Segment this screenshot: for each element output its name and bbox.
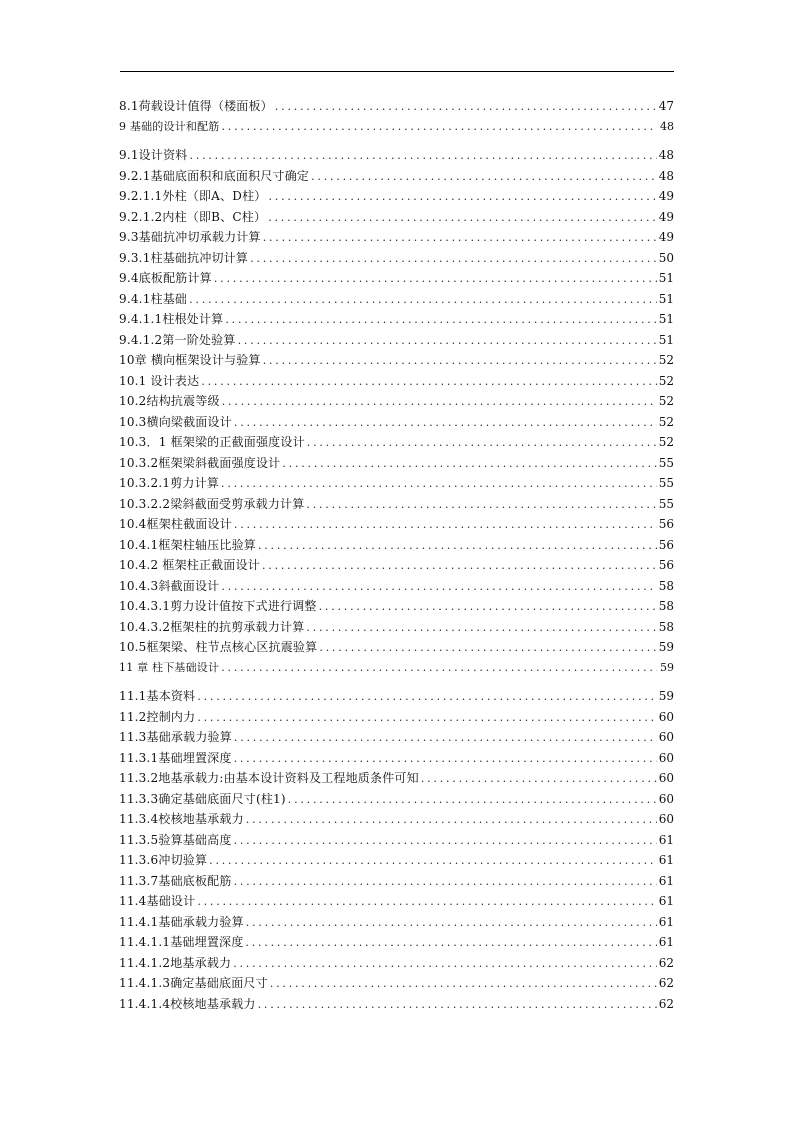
toc-entry-title: 9.1设计资料 <box>119 148 188 162</box>
toc-entry-page-number: 61 <box>658 832 674 847</box>
header-rule <box>120 71 674 72</box>
toc-entry-page-number: 62 <box>658 996 674 1011</box>
toc-entry-page-number: 51 <box>658 271 674 285</box>
toc-entry[interactable] <box>119 494 674 515</box>
toc-entry[interactable] <box>119 596 674 617</box>
toc-dot-leader <box>189 290 657 310</box>
toc-entry[interactable] <box>119 268 674 289</box>
toc-entry-title: 9.2.1.2内柱（即B、C柱） <box>119 209 267 224</box>
toc-entry[interactable] <box>119 166 674 187</box>
toc-entry[interactable] <box>119 768 674 789</box>
toc-entry-title: 9 基础的设计和配筋 <box>119 119 220 133</box>
toc-entry-title: 10.4.3.2框架柱的抗剪承载力计算 <box>119 619 305 634</box>
toc-entry-page-number: 58 <box>658 619 674 634</box>
toc-entry-page-number: 60 <box>658 750 674 765</box>
toc-entry-page-number: 52 <box>658 435 674 449</box>
toc-dot-leader <box>233 954 657 974</box>
toc-entry-page-number: 51 <box>658 332 674 347</box>
toc-dot-leader <box>221 577 656 597</box>
toc-entry-page-number: 52 <box>658 414 674 429</box>
toc-dot-leader <box>234 728 657 748</box>
toc-entry-page-number: 48 <box>658 168 674 183</box>
toc-entry[interactable] <box>119 748 674 769</box>
toc-entry[interactable] <box>119 248 674 269</box>
toc-entry-page-number: 60 <box>658 771 674 785</box>
toc-entry-title: 11.3.7基础底板配筋 <box>119 873 232 888</box>
toc-dot-leader <box>288 790 657 810</box>
toc-dot-leader <box>245 933 656 953</box>
toc-entry[interactable] <box>119 809 674 830</box>
toc-entry-page-number: 49 <box>658 189 674 203</box>
toc-entry[interactable] <box>119 932 674 953</box>
toc-entry[interactable] <box>119 637 674 658</box>
toc-dot-leader <box>319 597 657 617</box>
toc-dot-leader <box>222 117 658 138</box>
toc-entry-page-number: 55 <box>658 496 674 511</box>
toc-entry-title: 11.4.1.1基础埋置深度 <box>119 935 244 949</box>
toc-entry-title: 9.4.1.1柱根处计算 <box>119 312 224 326</box>
toc-entry[interactable] <box>119 617 674 638</box>
toc-entry-page-number: 56 <box>658 537 674 552</box>
toc-entry[interactable] <box>119 994 674 1015</box>
toc-entry-title: 11.3.4校核地基承载力 <box>119 812 244 826</box>
toc-entry-page-number: 61 <box>658 873 674 888</box>
toc-entry-title: 9.4底板配筋计算 <box>119 271 212 285</box>
toc-entry-title: 10.4.3斜截面设计 <box>119 578 220 593</box>
toc-dot-leader <box>258 995 657 1015</box>
toc-dot-leader <box>319 638 656 658</box>
toc-entry-page-number: 60 <box>658 791 674 806</box>
toc-entry-title: 11.4.1.3确定基础底面尺寸 <box>119 976 268 990</box>
toc-entry-page-number: 47 <box>658 99 674 113</box>
toc-dot-leader <box>234 831 657 851</box>
toc-entry[interactable] <box>119 309 674 330</box>
toc-entry-page-number: 59 <box>658 640 674 654</box>
toc-entry[interactable] <box>119 350 674 371</box>
toc-entry[interactable] <box>119 453 674 474</box>
toc-entry-title: 10.3.2.2梁斜截面受剪承载力计算 <box>119 496 305 511</box>
toc-dot-leader <box>197 892 656 912</box>
toc-entry-title: 11.1基本资料 <box>119 689 196 703</box>
toc-dot-leader <box>306 618 656 638</box>
toc-entry-page-number: 55 <box>658 476 674 490</box>
toc-dot-leader <box>201 372 656 392</box>
toc-entry-title: 11.4基础设计 <box>119 894 196 908</box>
toc-entry[interactable] <box>119 891 674 912</box>
toc-entry-page-number: 59 <box>658 689 674 703</box>
toc-entry-page-number: 56 <box>658 558 674 572</box>
toc-entry-page-number: 62 <box>658 955 674 970</box>
toc-dot-leader <box>282 454 656 474</box>
toc-entry-title: 10.4.2 框架柱正截面设计 <box>119 558 260 572</box>
toc-entry-title: 11.3基础承载力验算 <box>119 730 232 744</box>
toc-entry-title: 11.4.1.4校核地基承载力 <box>119 996 256 1011</box>
toc-entry-page-number: 60 <box>658 709 674 724</box>
toc-entry-page-number: 50 <box>658 250 674 265</box>
toc-entry-page-number: 52 <box>658 394 674 408</box>
toc-entry[interactable] <box>119 686 674 707</box>
toc-dot-leader <box>268 208 657 228</box>
toc-entry-title: 10.5框架梁、柱节点核心区抗震验算 <box>119 640 318 654</box>
toc-entry-page-number: 61 <box>658 935 674 949</box>
toc-entry-title: 9.4.1柱基础 <box>119 291 188 306</box>
toc-entry-title: 11.3.6冲切验算 <box>119 853 208 867</box>
toc-entry[interactable] <box>119 555 674 576</box>
toc-entry-page-number: 49 <box>658 209 674 224</box>
toc-entry-title: 11 章 柱下基础设计 <box>119 660 220 674</box>
toc-entry[interactable] <box>119 727 674 748</box>
toc-entry-page-number: 62 <box>658 976 674 990</box>
toc-entry-page-number: 61 <box>658 853 674 867</box>
toc-dot-leader <box>270 974 657 994</box>
toc-entry[interactable] <box>119 145 674 166</box>
toc-entry-page-number: 60 <box>658 812 674 826</box>
toc-entry[interactable] <box>119 117 674 138</box>
table-of-contents <box>119 96 674 1014</box>
toc-dot-leader <box>225 310 656 330</box>
toc-entry-title: 10.4.1框架柱轴压比验算 <box>119 537 256 552</box>
toc-entry[interactable] <box>119 850 674 871</box>
toc-entry-title: 9.4.1.2第一阶处验算 <box>119 332 236 347</box>
toc-entry-title: 10.3.2.1剪力计算 <box>119 476 220 490</box>
toc-entry-title: 11.4.1基础承载力验算 <box>119 914 244 929</box>
toc-entry[interactable] <box>119 96 674 117</box>
toc-entry[interactable] <box>119 535 674 556</box>
toc-entry[interactable] <box>119 207 674 228</box>
toc-entry-title: 9.2.1基础底面积和底面积尺寸确定 <box>119 168 310 183</box>
toc-entry-title: 10.4.3.1剪力设计值按下式进行调整 <box>119 599 317 613</box>
toc-entry-title: 10.3.2框架梁斜截面强度设计 <box>119 455 281 470</box>
toc-entry[interactable] <box>119 658 674 679</box>
toc-entry-page-number: 55 <box>658 455 674 470</box>
toc-dot-leader <box>234 749 657 769</box>
toc-entry[interactable] <box>119 789 674 810</box>
toc-entry-page-number: 61 <box>658 914 674 929</box>
toc-entry[interactable] <box>119 330 674 351</box>
toc-entry-title: 9.3基础抗冲切承载力计算 <box>119 230 261 244</box>
toc-entry[interactable] <box>119 707 674 728</box>
toc-dot-leader <box>262 556 657 576</box>
toc-entry[interactable] <box>119 391 674 412</box>
toc-entry[interactable] <box>119 186 674 207</box>
toc-dot-leader <box>263 351 657 371</box>
toc-dot-leader <box>222 392 657 412</box>
toc-entry-page-number: 58 <box>658 578 674 593</box>
toc-entry[interactable] <box>119 432 674 453</box>
toc-dot-leader <box>238 331 657 351</box>
toc-entry-page-number: 60 <box>658 730 674 744</box>
toc-entry[interactable] <box>119 973 674 994</box>
toc-entry-title: 11.3.5验算基础高度 <box>119 832 232 847</box>
toc-entry-title: 10.3．1 框架梁的正截面强度设计 <box>119 435 305 449</box>
toc-dot-leader <box>246 913 657 933</box>
toc-entry-page-number: 52 <box>658 373 674 388</box>
toc-entry[interactable] <box>119 289 674 310</box>
toc-entry-page-number: 48 <box>658 148 674 162</box>
toc-dot-leader <box>221 474 657 494</box>
toc-entry-page-number: 56 <box>658 517 674 531</box>
toc-dot-leader <box>234 872 657 892</box>
toc-dot-leader <box>234 515 657 535</box>
toc-dot-leader <box>234 413 657 433</box>
toc-dot-leader <box>246 810 657 830</box>
toc-dot-leader <box>311 167 657 187</box>
toc-entry-title: 10.4框架柱截面设计 <box>119 517 232 531</box>
toc-entry-title: 11.3.3确定基础底面尺寸(柱1) <box>119 791 286 806</box>
toc-dot-leader <box>307 433 657 453</box>
toc-entry-title: 10.3横向梁截面设计 <box>119 414 232 429</box>
toc-dot-leader <box>268 187 656 207</box>
toc-entry-title: 11.3.2地基承载力:由基本设计资料及工程地质条件可知 <box>119 771 419 785</box>
toc-entry[interactable] <box>119 830 674 851</box>
toc-dot-leader <box>214 269 657 289</box>
toc-entry-title: 9.2.1.1外柱（即A、D柱） <box>119 189 267 203</box>
toc-entry[interactable] <box>119 514 674 535</box>
toc-entry[interactable] <box>119 227 674 248</box>
toc-entry-page-number: 61 <box>658 894 674 908</box>
toc-entry-title: 10.2结构抗震等级 <box>119 394 220 408</box>
toc-entry-title: 11.4.1.2地基承载力 <box>119 955 232 970</box>
toc-dot-leader <box>197 708 656 728</box>
toc-entry-page-number: 59 <box>660 660 674 674</box>
toc-entry-title: 10章 横向框架设计与验算 <box>119 353 261 367</box>
toc-dot-leader <box>306 495 656 515</box>
toc-entry[interactable] <box>119 912 674 933</box>
toc-entry-page-number: 49 <box>658 230 674 244</box>
toc-entry-title: 10.1 设计表达 <box>119 373 200 388</box>
toc-entry-page-number: 58 <box>658 599 674 613</box>
toc-entry-page-number: 52 <box>658 353 674 367</box>
toc-entry-page-number: 48 <box>660 119 674 133</box>
toc-entry[interactable] <box>119 371 674 392</box>
toc-entry-title: 11.3.1基础埋置深度 <box>119 750 232 765</box>
toc-dot-leader <box>197 687 656 707</box>
toc-entry-title: 9.3.1柱基础抗冲切计算 <box>119 250 249 265</box>
toc-dot-leader <box>258 536 657 556</box>
toc-dot-leader <box>250 249 657 269</box>
toc-entry[interactable] <box>119 473 674 494</box>
toc-dot-leader <box>221 658 657 679</box>
toc-dot-leader <box>189 146 656 166</box>
toc-entry-title: 11.2控制内力 <box>119 709 196 724</box>
toc-entry[interactable] <box>119 871 674 892</box>
toc-entry[interactable] <box>119 576 674 597</box>
toc-entry-page-number: 51 <box>658 291 674 306</box>
toc-dot-leader <box>275 97 657 117</box>
toc-entry-title: 8.1荷载设计值得（楼面板） <box>119 99 273 113</box>
toc-entry-page-number: 51 <box>658 312 674 326</box>
toc-dot-leader <box>421 769 657 789</box>
toc-entry[interactable] <box>119 412 674 433</box>
toc-dot-leader <box>263 228 657 248</box>
toc-entry[interactable] <box>119 953 674 974</box>
toc-dot-leader <box>209 851 657 871</box>
